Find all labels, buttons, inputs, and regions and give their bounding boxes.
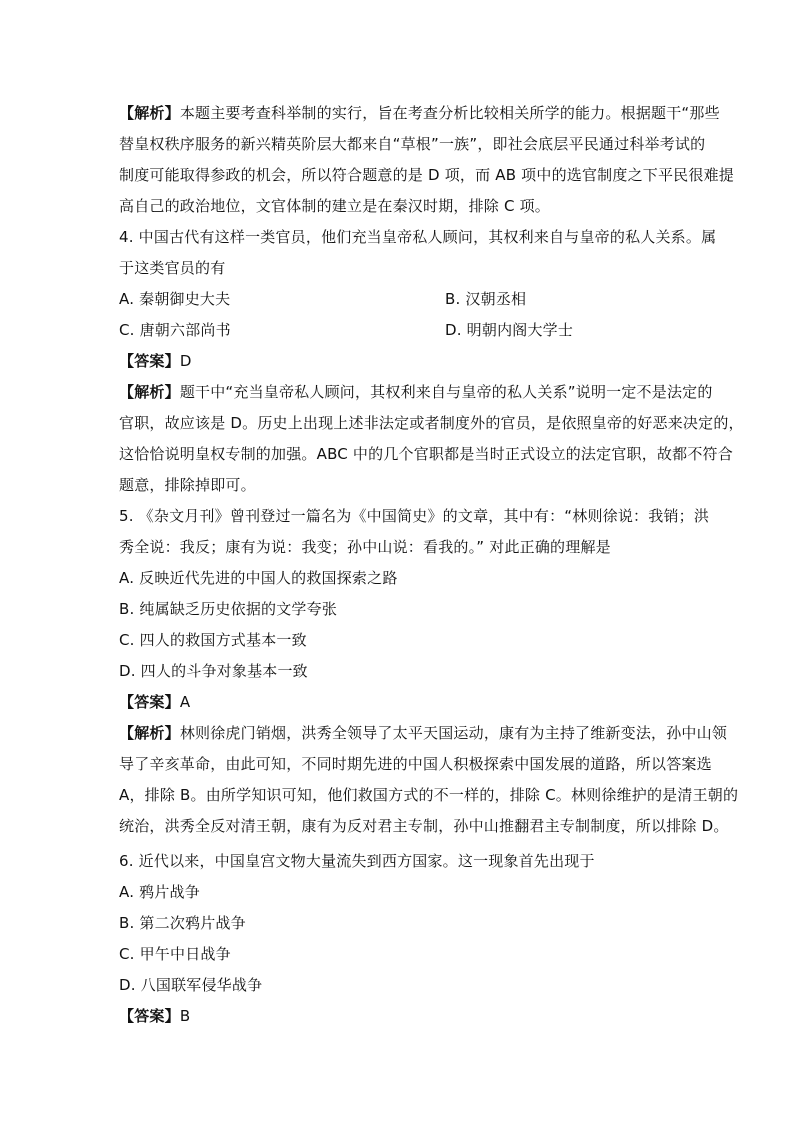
q6-option-d: D. 八国联军侵华战争 xyxy=(119,976,263,994)
q3-analysis-line-4: 高自己的政治地位，文官体制的建立是在秦汉时期，排除 C 项。 xyxy=(119,197,551,215)
q4-answer xyxy=(119,351,679,371)
q5-analysis-text: 林则徐虎门销烟，洪秀全领导了太平天国运动，康有为主持了维新变法，孙中山领 xyxy=(179,724,728,742)
answer-tag: 【答案】 xyxy=(119,1007,180,1025)
q5-option-a: A. 反映近代先进的中国人的救国探索之路 xyxy=(119,569,398,587)
q6-answer xyxy=(119,1006,679,1026)
q4-options-row-1 xyxy=(119,289,679,309)
analysis-tag: 【解析】 xyxy=(119,104,180,122)
q5-stem-line-2: 秀全说：我反；康有为说：我变；孙中山说：看我的。” 对此正确的理解是 xyxy=(119,538,611,556)
q6-option-c: C. 甲午中日战争 xyxy=(119,945,231,963)
q6-stem: 6. 近代以来，中国皇宫文物大量流失到西方国家。这一现象首先出现于 xyxy=(119,852,595,870)
q5-stem-line-1: 5. 《杂文月刊》曾刊登过一篇名为《中国简史》的文章，其中有：“林则徐说：我销；洪 xyxy=(119,507,710,525)
q4-options-row-2 xyxy=(119,320,679,340)
q4-option-d: D. 明朝内阁大学士 xyxy=(445,321,574,339)
q4-analysis-line-4: 题意，排除掉即可。 xyxy=(119,476,256,494)
q3-analysis-line-1 xyxy=(119,103,720,123)
q5-answer xyxy=(119,692,679,712)
q5-analysis-line-2: 导了辛亥革命，由此可知，不同时期先进的中国人积极探索中国发展的道路，所以答案选 xyxy=(119,755,712,773)
q5-answer-value: A xyxy=(179,693,191,711)
q4-stem-line-1: 4. 中国古代有这样一类官员，他们充当皇帝私人顾问，其权利来自与皇帝的私人关系。属 xyxy=(119,228,717,246)
answer-tag: 【答案】 xyxy=(119,352,180,370)
q6-answer-value: B xyxy=(179,1007,191,1025)
q4-analysis-line-3: 这恰恰说明皇权专制的加强。ABC 中的几个官职都是当时正式设立的法定官职，故都不符合 xyxy=(119,445,733,463)
q4-option-b: B. 汉朝丞相 xyxy=(445,290,527,308)
q5-option-b: B. 纯属缺乏历史依据的文学夸张 xyxy=(119,600,338,618)
answer-tag: 【答案】 xyxy=(119,693,180,711)
q6-option-b: B. 第二次鸦片战争 xyxy=(119,914,246,932)
q4-stem-line-2: 于这类官员的有 xyxy=(119,259,226,277)
q4-option-c: C. 唐朝六部尚书 xyxy=(119,321,231,339)
analysis-tag: 【解析】 xyxy=(119,383,180,401)
q5-analysis-line-4: 统治，洪秀全反对清王朝，康有为反对君主专制，孙中山推翻君主专制制度，所以排除 D。 xyxy=(119,817,729,835)
q4-analysis-text: 题干中“充当皇帝私人顾问，其权利来自与皇帝的私人关系”说明一定不是法定的 xyxy=(179,383,713,401)
q3-analysis-line-3: 制度可能取得参政的机会，所以符合题意的是 D 项，而 AB 项中的选官制度之下平民很难提 xyxy=(119,166,734,184)
q4-analysis-line-1 xyxy=(119,382,713,402)
q4-answer-value: D xyxy=(179,352,192,370)
q4-analysis-line-2: 官职，故应该是 D。历史上出现上述非法定或者制度外的官员，是依照皇帝的好恶来决定的， xyxy=(119,414,744,432)
q3-analysis-text: 本题主要考查科举制的实行，旨在考查分析比较相关所学的能力。根据题干“那些 xyxy=(179,104,720,122)
q3-analysis-line-2: 替皇权秩序服务的新兴精英阶层大都来自“草根”一族”，即社会底层平民通过科举考试的 xyxy=(119,135,706,153)
q5-option-d: D. 四人的斗争对象基本一致 xyxy=(119,662,308,680)
q4-option-a: A. 秦朝御史大夫 xyxy=(119,290,231,308)
q5-analysis-line-3: A，排除 B。由所学知识可知，他们救国方式的不一样的，排除 C。林则徐维护的是清王朝的 xyxy=(119,786,739,804)
q5-option-c: C. 四人的救国方式基本一致 xyxy=(119,631,307,649)
q6-option-a: A. 鸦片战争 xyxy=(119,883,200,901)
analysis-tag: 【解析】 xyxy=(119,724,180,742)
q5-analysis-line-1 xyxy=(119,723,728,743)
